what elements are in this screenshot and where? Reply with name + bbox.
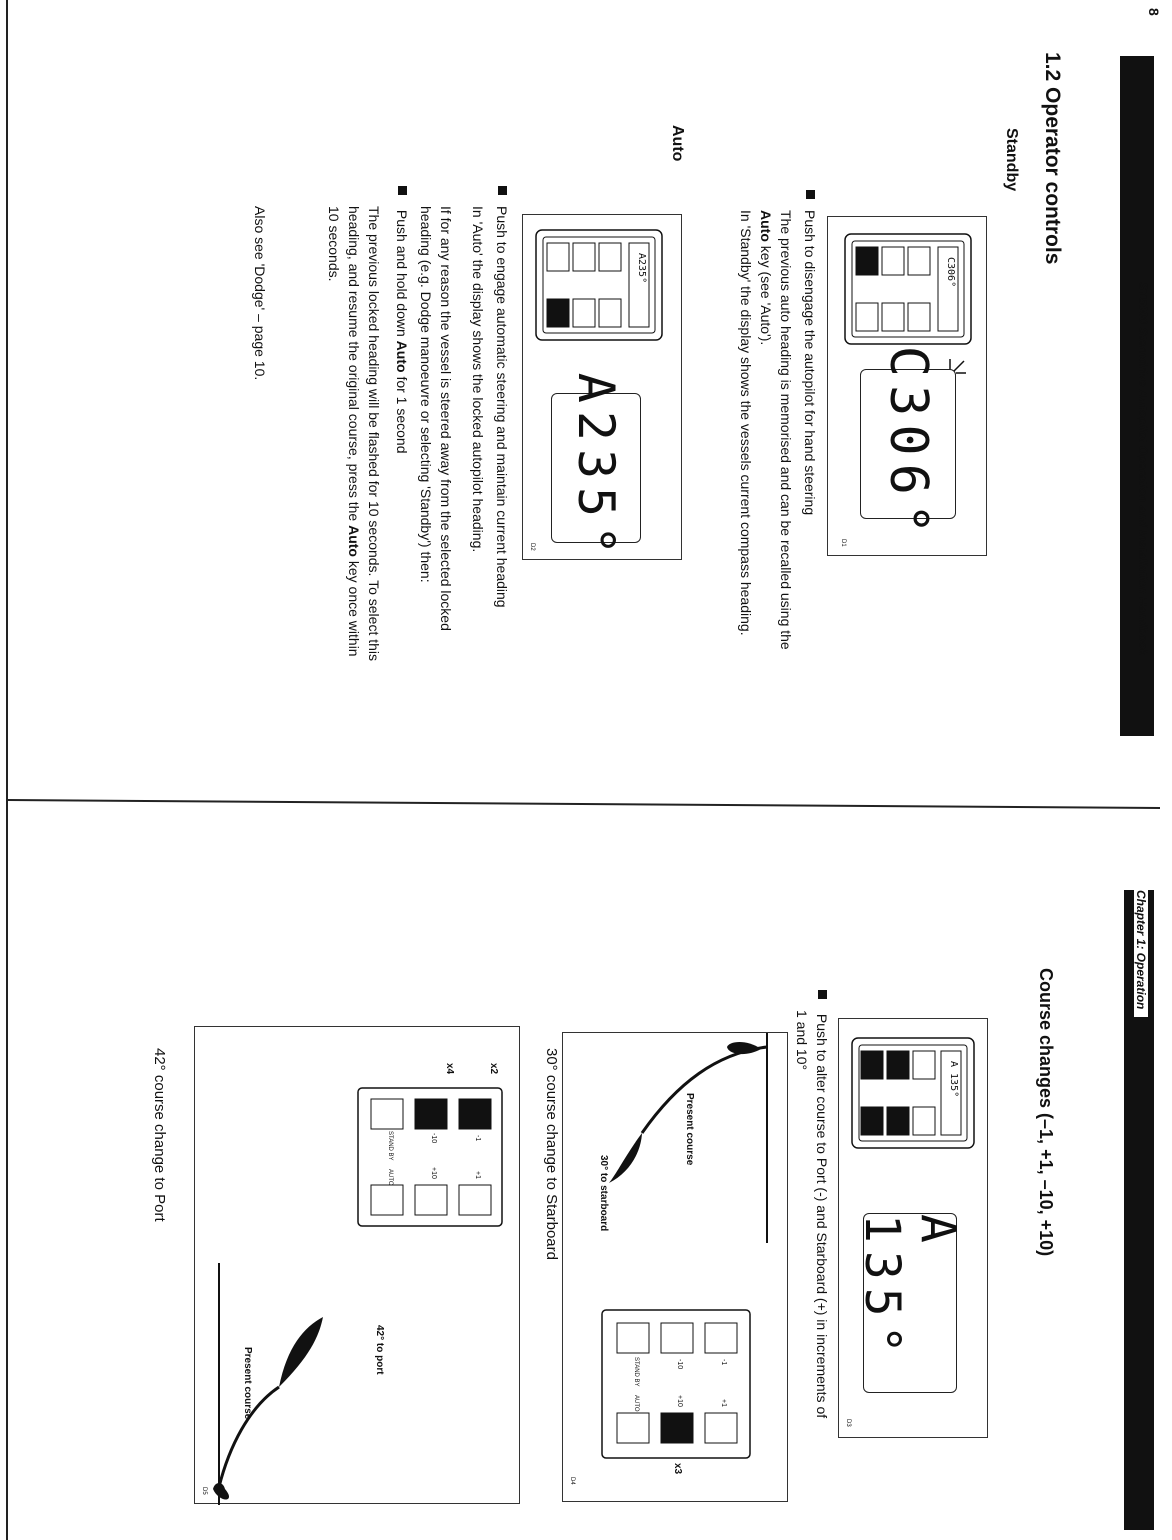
- control-unit-icon: [535, 229, 663, 341]
- course-lcd: A 135°: [863, 1213, 957, 1393]
- key-label-minus-10: -10: [430, 1133, 437, 1144]
- port-present-label: Present course: [242, 1347, 253, 1420]
- flash-marks-icon: [938, 357, 968, 387]
- auto-lcd: A235°: [551, 393, 641, 543]
- key-label-standby: STAND BY: [387, 1131, 393, 1161]
- unit-display-readout: A235°: [636, 253, 647, 284]
- running-head-right: Chapter 1: Operation: [1134, 890, 1148, 1017]
- auto-control-unit: [535, 229, 663, 341]
- figure-code: D1: [840, 539, 846, 547]
- key-label-plus-10: +10: [430, 1167, 437, 1179]
- running-head: ST5000 Sterndrive Autopilot Operation and Installation Handbook: [1136, 282, 1150, 656]
- standby-heading: Standby: [1003, 128, 1020, 192]
- standby-bullet: Push to disengage the autopilot for hand steering: [800, 190, 820, 515]
- auto-see-also: Also see 'Dodge' – page 10.: [252, 206, 268, 381]
- standby-control-unit: [844, 233, 972, 345]
- port-course-diagram: [193, 1027, 519, 1505]
- starboard-present-label: Present course: [684, 1093, 695, 1166]
- key-label-plus-10: +10: [676, 1395, 683, 1407]
- auto-heading: Auto: [669, 125, 686, 162]
- port-figure: [194, 1026, 520, 1504]
- key-label-minus-1: -1: [720, 1359, 727, 1366]
- key-label-plus-1: +1: [720, 1399, 727, 1407]
- auto-figure: [522, 214, 682, 564]
- key-label-minus-10: -10: [676, 1359, 683, 1370]
- figure-code: D2: [529, 543, 535, 551]
- unit-display-readout: C306°: [945, 257, 956, 288]
- control-unit-icon: [844, 233, 972, 345]
- figure-code: D3: [845, 1419, 851, 1427]
- standby-paragraph-1: The previous auto heading is memorised and can be recalled using the Auto key (see 'Auto').: [758, 210, 794, 650]
- starboard-direction-label: 30° to starboard: [598, 1155, 609, 1232]
- port-direction-label: 42° to port: [374, 1325, 385, 1375]
- auto-paragraph-1: In 'Auto' the display shows the locked autopilot heading.: [470, 206, 486, 553]
- unit-display-readout: A 135°: [948, 1061, 959, 1098]
- starboard-keypad: [601, 1309, 751, 1475]
- figure-code: D4: [569, 1477, 575, 1485]
- key-label-standby: STAND BY: [633, 1357, 639, 1387]
- auto-bullet: Push to engage automatic steering and maintain current heading: [492, 186, 512, 608]
- starboard-multiplier: x3: [672, 1463, 683, 1475]
- port-caption: 42° course change to Port: [151, 1048, 168, 1222]
- key-label-auto: AUTO: [633, 1395, 639, 1412]
- figure-code: D5: [201, 1487, 207, 1495]
- key-label-minus-1: -1: [474, 1135, 481, 1142]
- standby-lcd: C306°: [860, 369, 956, 519]
- standby-figure: [827, 216, 987, 556]
- course-control-unit: [851, 1037, 975, 1149]
- port-multiplier-1: x2: [488, 1063, 499, 1075]
- starboard-figure: [562, 1032, 788, 1502]
- auto-bullet-2: Push and hold down Auto for 1 second: [392, 186, 412, 454]
- course-changes-title: Course changes (–1, +1, –10, +10): [1036, 968, 1056, 1257]
- section-title: 1.2 Operator controls: [1041, 52, 1064, 265]
- course-change-figure: [838, 1018, 988, 1438]
- key-label-plus-1: +1: [474, 1171, 481, 1179]
- course-bullet: Push to alter course to Port (-) and Starboard (+) in increments of 1 and 10°: [792, 990, 832, 1418]
- standby-paragraph-2: In 'Standby' the display shows the vessels current compass heading.: [738, 210, 754, 636]
- keypad-icon: [601, 1309, 751, 1459]
- key-label-auto: AUTO: [387, 1169, 393, 1186]
- page-number: 8: [1146, 8, 1162, 16]
- starboard-caption: 30° course change to Starboard: [543, 1048, 560, 1260]
- auto-paragraph-2: If for any reason the vessel is steered away from the selected locked heading (e.g. Dodge manoeuvre or selecting 'Standby') then:: [418, 206, 454, 631]
- port-multiplier-2: x4: [444, 1063, 455, 1075]
- auto-paragraph-3: The previous locked heading will be flashed for 10 seconds. To select this heading, and resume the original course, press the Auto key once within 10 seconds.: [326, 206, 382, 662]
